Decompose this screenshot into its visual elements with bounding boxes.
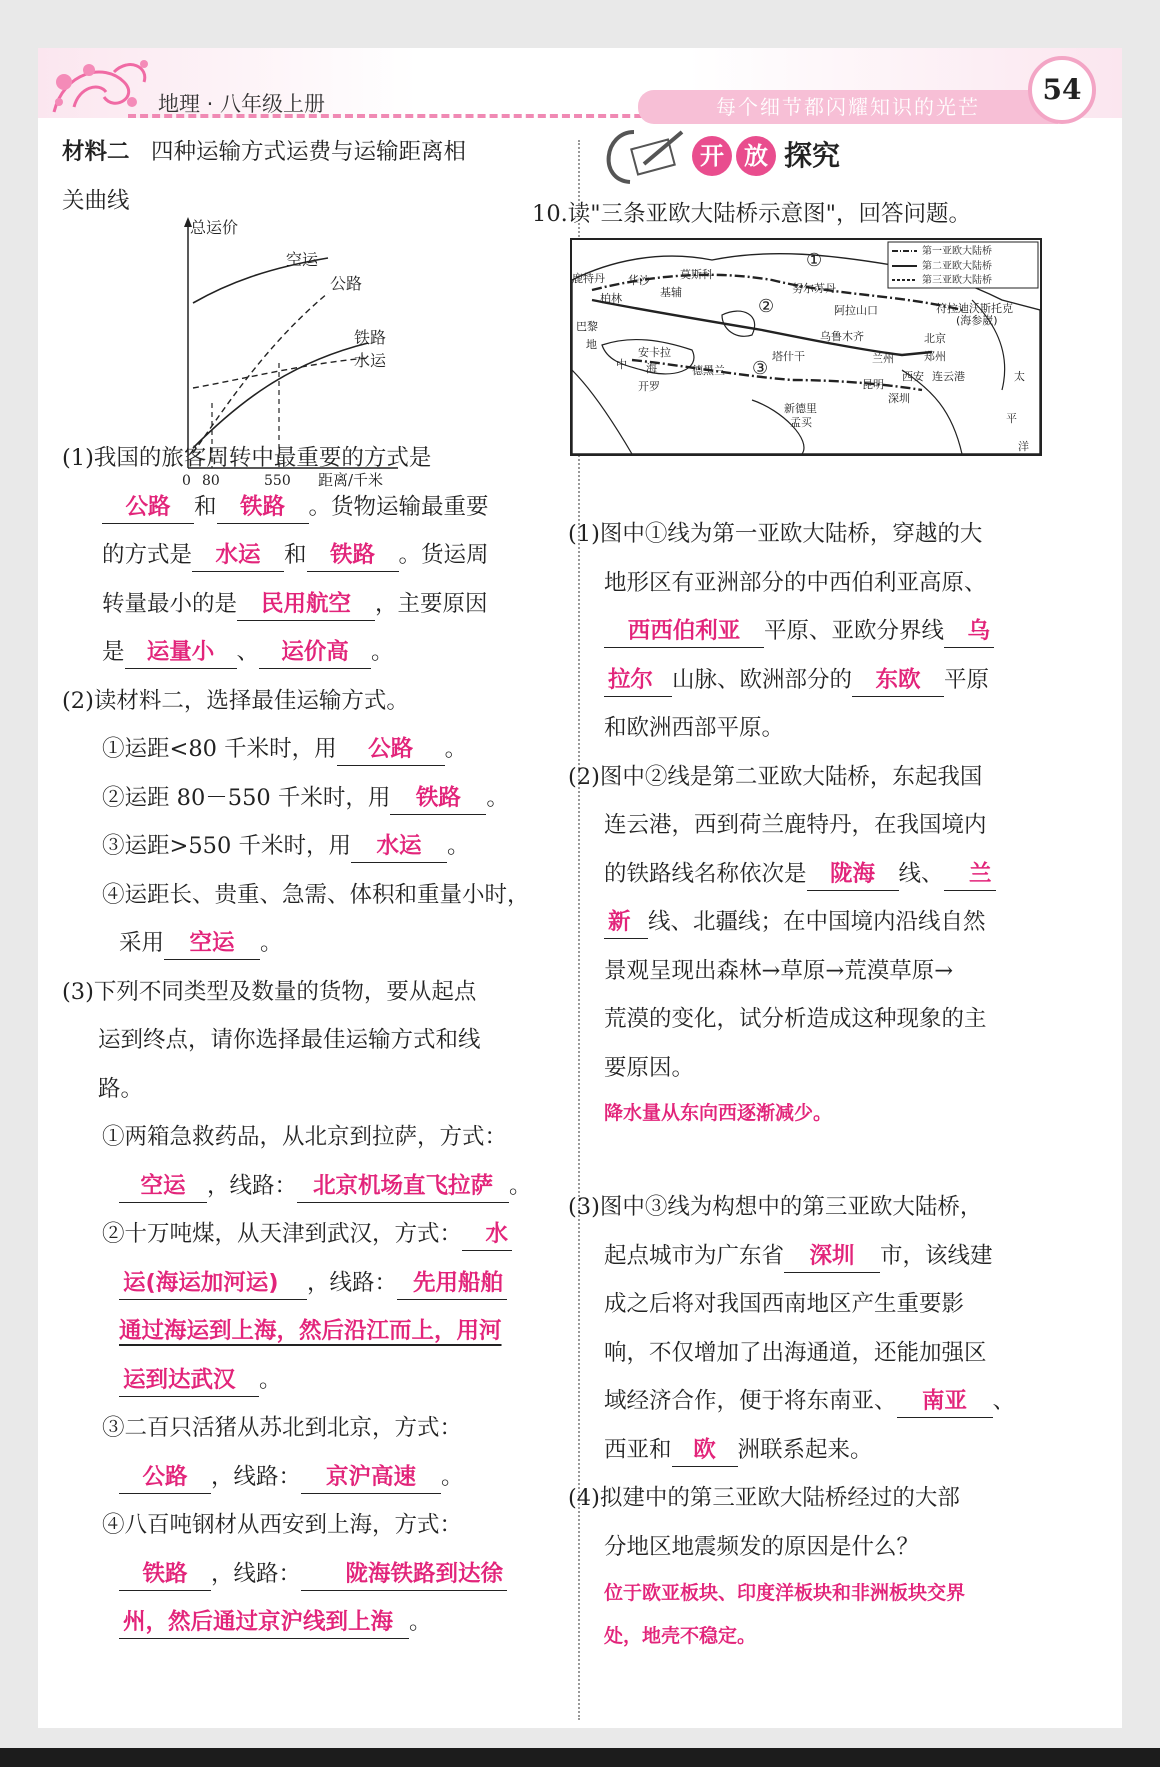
- map-label: 昆明: [862, 378, 884, 391]
- map-label: 郑州: [924, 350, 946, 363]
- answer-q1-a6: 运量小: [125, 636, 237, 669]
- answer-p3-a2: 南亚: [897, 1385, 993, 1418]
- answer-p4-line1: 位于欧亚板块、印度洋板块和非洲板块交界: [604, 1582, 966, 1604]
- answer-q1-a4: 铁路: [307, 539, 399, 572]
- map-label: 新德里: [784, 402, 817, 415]
- map-label: 巴黎: [576, 320, 598, 333]
- p3-text: 、: [992, 1388, 1016, 1414]
- left-questions: [62, 434, 562, 1647]
- p3-line1: (3)图中③线为构想中的第三亚欧大陆桥，: [568, 1194, 983, 1220]
- q1-text: 。货运周: [398, 542, 489, 568]
- map-label: 乌鲁木齐: [820, 330, 864, 343]
- q3-line3: 路。: [98, 1075, 144, 1102]
- map-label: 基辅: [660, 286, 682, 299]
- map-label: 符拉迪沃斯托克: [936, 302, 1013, 315]
- answer-p1-a3: 东欧: [852, 664, 944, 697]
- answer-q3-i2-route3: 运到达武汉: [119, 1364, 259, 1397]
- open-explore-banner: [594, 124, 884, 188]
- map-label: (海参崴): [956, 314, 998, 327]
- answer-q3-i3-mode: 公路: [119, 1461, 211, 1494]
- q2-end: 。: [260, 930, 283, 956]
- x-tick-0: 0: [182, 473, 191, 488]
- p2-line5: 景观呈现出森林→草原→荒漠草原→: [604, 957, 954, 984]
- q1-text: 。货物运输最重要: [308, 493, 489, 520]
- q1-text: 和: [194, 493, 217, 520]
- explore-title: 探究: [784, 139, 841, 172]
- p4-line1: (4)拟建中的第三亚欧大陆桥经过的大部: [568, 1485, 960, 1511]
- answer-q2-s2: 铁路: [390, 782, 486, 815]
- legend-bridge-2: 第二亚欧大陆桥: [922, 261, 992, 272]
- subject-title: 地理 · 八年级上册: [158, 92, 326, 116]
- p4-line2: 分地区地震频发的原因是什么？: [604, 1533, 920, 1560]
- answer-q3-i4-mode: 铁路: [119, 1558, 211, 1591]
- q3-item4: ④八百吨钢材从西安到上海，方式：: [102, 1512, 463, 1538]
- q3-line2: 运到终点，请你选择最佳运输方式和线: [98, 1027, 481, 1053]
- explore-pill-1: 开: [692, 136, 732, 176]
- q2-end: 。: [446, 833, 470, 859]
- q3-end: 。: [409, 1609, 432, 1635]
- answer-q1-a7: 运价高: [259, 636, 371, 669]
- map-label: 柏林: [600, 292, 622, 305]
- p1-line2: 地形区有亚洲部分的中西伯利亚高原、: [604, 569, 987, 596]
- q3-route: ，线路：: [307, 1269, 398, 1296]
- p3-text: 西亚和: [604, 1436, 672, 1463]
- page-number: 54: [1028, 56, 1096, 124]
- map-label: 安卡拉: [638, 346, 671, 359]
- p3-line3: 成之后将对我国西南地区产生重要影: [604, 1291, 965, 1317]
- q1-text: 、: [236, 639, 260, 665]
- q10-prompt: 10.读"三条亚欧大陆桥示意图"，回答问题。: [532, 201, 971, 227]
- answer-p4-line2: 处，地壳不稳定。: [604, 1625, 757, 1647]
- q3-end: 。: [259, 1366, 282, 1393]
- map-label: 太: [1014, 370, 1025, 383]
- map-label: 海: [646, 362, 657, 375]
- label-rail: 铁路: [354, 328, 387, 347]
- label-road: 公路: [330, 274, 363, 293]
- map-label: 中: [616, 358, 627, 371]
- map-label: 莫斯科: [680, 268, 713, 281]
- p3-text: 市，该线建: [880, 1242, 993, 1269]
- map-label: 连云港: [932, 370, 965, 383]
- map-label: 孟买: [790, 416, 812, 429]
- q1-line1: (1)我国的旅客周转中最重要的方式是: [62, 445, 432, 471]
- answer-p1-a2a: 乌: [944, 615, 994, 648]
- p3-text: 洲联系起来。: [737, 1436, 873, 1463]
- p2-line2: 连云港，西到荷兰鹿特丹，在我国境内: [604, 812, 987, 838]
- legend-bridge-1: 第一亚欧大陆桥: [922, 246, 992, 257]
- answer-q1-a3: 水运: [192, 539, 284, 572]
- x-tick-80: 80: [202, 473, 220, 488]
- p3-text: 域经济合作，便于将东南亚、: [604, 1388, 897, 1414]
- x-axis-label: 距离/千米: [318, 471, 384, 488]
- answer-q1-a2: 铁路: [217, 491, 309, 524]
- bottom-bar: [0, 1748, 1160, 1767]
- map-marker-2: ②: [758, 296, 775, 317]
- p1-line5: 和欧洲西部平原。: [604, 715, 785, 741]
- answer-q3-i3-route: 京沪高速: [301, 1461, 441, 1494]
- material-title: 四种运输方式运费与运输距离相: [150, 139, 466, 165]
- flourish-ornament-icon: [44, 52, 154, 122]
- q2-end: 。: [444, 736, 468, 762]
- q3-route: ，线路：: [211, 1560, 302, 1587]
- q2-s2: ②运距 80－550 千米时，用: [102, 784, 391, 811]
- answer-q3-i1-route: 北京机场直飞拉萨: [297, 1170, 509, 1203]
- q2-s3: ③运距>550 千米时，用: [102, 833, 351, 859]
- answer-q3-i2-mode2: 运(海运加河运): [119, 1267, 307, 1300]
- p1-line1: (1)图中①线为第一亚欧大陆桥，穿越的大: [568, 521, 983, 547]
- answer-p3-a1: 深圳: [784, 1240, 880, 1273]
- q3-route: ，线路：: [211, 1463, 302, 1490]
- answer-q3-i4-route1: 陇海铁路到达徐: [301, 1558, 507, 1591]
- answer-q3-i4-route2: 州，然后通过京沪线到上海: [119, 1606, 409, 1639]
- q2-s4b: 采用: [119, 930, 165, 956]
- q3-item2: ②十万吨煤，从天津到武汉，方式：: [102, 1221, 463, 1247]
- q3-item3: ③二百只活猪从苏北到北京，方式：: [102, 1415, 463, 1441]
- p3-text: 起点城市为广东省: [604, 1242, 785, 1269]
- pen-notebook-icon: [594, 124, 694, 188]
- map-label: 北京: [924, 332, 946, 345]
- answer-q2-s4: 空运: [164, 927, 260, 960]
- map-label: 兰州: [872, 352, 894, 365]
- answer-q3-i2-route1: 先用船舶: [397, 1267, 507, 1300]
- map-label: 洋: [1018, 440, 1029, 453]
- workbook-page: [38, 48, 1122, 1728]
- answer-p2-a1: 陇海: [807, 858, 899, 891]
- answer-q3-i1-mode: 空运: [119, 1170, 207, 1203]
- map-label: 华沙: [628, 274, 650, 287]
- map-label: 鹿特丹: [572, 272, 605, 285]
- page-header: [38, 48, 1122, 130]
- answer-q3-i2-mode1: 水: [462, 1218, 512, 1251]
- q1-text: 是: [102, 639, 125, 665]
- q1-text: ，主要原因: [375, 590, 488, 617]
- y-axis-label: 总运价: [190, 218, 239, 237]
- q2-s1: ①运距<80 千米时，用: [102, 736, 337, 762]
- p1-text: 平原、亚欧分界线: [764, 618, 945, 644]
- x-tick-550: 550: [264, 473, 291, 488]
- p2-line6: 荒漠的变化，试分析造成这种现象的主: [604, 1006, 987, 1032]
- map-marker-3: ③: [752, 358, 769, 379]
- map-label: 地: [586, 338, 597, 351]
- q1-text: 和: [284, 542, 307, 568]
- q2-s4: ④运距长、贵重、急需、体积和重量小时，: [102, 881, 530, 908]
- answer-q2-s1: 公路: [337, 733, 445, 766]
- answer-p1-a1: 西西伯利亚: [604, 615, 764, 648]
- q3-end: 。: [509, 1172, 532, 1199]
- q1-text: 。: [371, 639, 394, 665]
- answer-p1-a2b: 拉尔: [604, 664, 672, 697]
- q3-route: ，线路：: [207, 1172, 298, 1199]
- map-label: 塔什干: [772, 350, 805, 363]
- q2-end: 。: [486, 784, 509, 811]
- q3-item1: ①两箱急救药品，从北京到拉萨，方式：: [102, 1124, 508, 1150]
- q2-line1: (2)读材料二，选择最佳运输方式。: [62, 687, 409, 714]
- right-questions: [568, 510, 1108, 1657]
- p2-text: 线、: [898, 860, 944, 887]
- material-title-cont: 关曲线: [62, 187, 130, 214]
- label-air: 空运: [286, 250, 319, 269]
- p2-text: 的铁路线名称依次是: [604, 860, 807, 887]
- answer-q3-i2-route2: 通过海运到上海，然后沿江而上，用河: [119, 1318, 502, 1344]
- answer-p3-a3: 欧: [672, 1434, 738, 1467]
- map-label: 平: [1006, 412, 1017, 425]
- map-marker-1: ①: [806, 250, 823, 271]
- label-water: 水运: [354, 351, 387, 370]
- q3-line1: (3)下列不同类型及数量的货物，要从起点: [62, 978, 477, 1005]
- answer-p2-reason: 降水量从东向西逐渐减少。: [604, 1102, 833, 1124]
- q10-prompt-wrap: [532, 190, 1092, 239]
- legend-bridge-3: 第三亚欧大陆桥: [922, 275, 992, 286]
- eurasian-land-bridge-map: [570, 238, 1042, 456]
- map-label: 西安: [902, 370, 924, 383]
- answer-q2-s3: 水运: [351, 830, 447, 863]
- series-rail: [193, 343, 368, 448]
- answer-q1-a5: 民用航空: [237, 588, 375, 621]
- spacer: [568, 1133, 1108, 1183]
- map-label: 开罗: [638, 380, 660, 393]
- map-label: 德黑兰: [692, 364, 725, 377]
- header-motto: 每个细节都闪耀知识的光芒: [638, 90, 1058, 124]
- p2-text: 线、北疆线；在中国境内沿线自然: [648, 909, 986, 935]
- answer-p2-a2b: 新: [604, 906, 648, 939]
- map-label: 阿拉山口: [834, 304, 878, 317]
- series-water: [193, 358, 368, 388]
- p1-text: 平原: [944, 666, 990, 693]
- answer-p2-a2a: 兰: [944, 858, 996, 891]
- p2-line7: 要原因。: [604, 1054, 695, 1081]
- answer-q1-a1: 公路: [102, 491, 194, 524]
- map-graphic: [572, 240, 1040, 454]
- p3-line4: 响，不仅增加了出海通道，还能加强区: [604, 1339, 987, 1366]
- map-label: 努尔苏丹: [792, 282, 836, 295]
- q1-text: 转量最小的是: [102, 590, 238, 617]
- material-label: 材料二: [62, 139, 130, 165]
- map-label: 深圳: [888, 392, 910, 405]
- q3-end: 。: [441, 1463, 464, 1490]
- p1-text: 山脉、欧洲部分的: [672, 666, 853, 693]
- q1-text: 的方式是: [102, 542, 193, 568]
- p2-line1: (2)图中②线是第二亚欧大陆桥，东起我国: [568, 763, 983, 790]
- explore-pill-2: 放: [736, 136, 776, 176]
